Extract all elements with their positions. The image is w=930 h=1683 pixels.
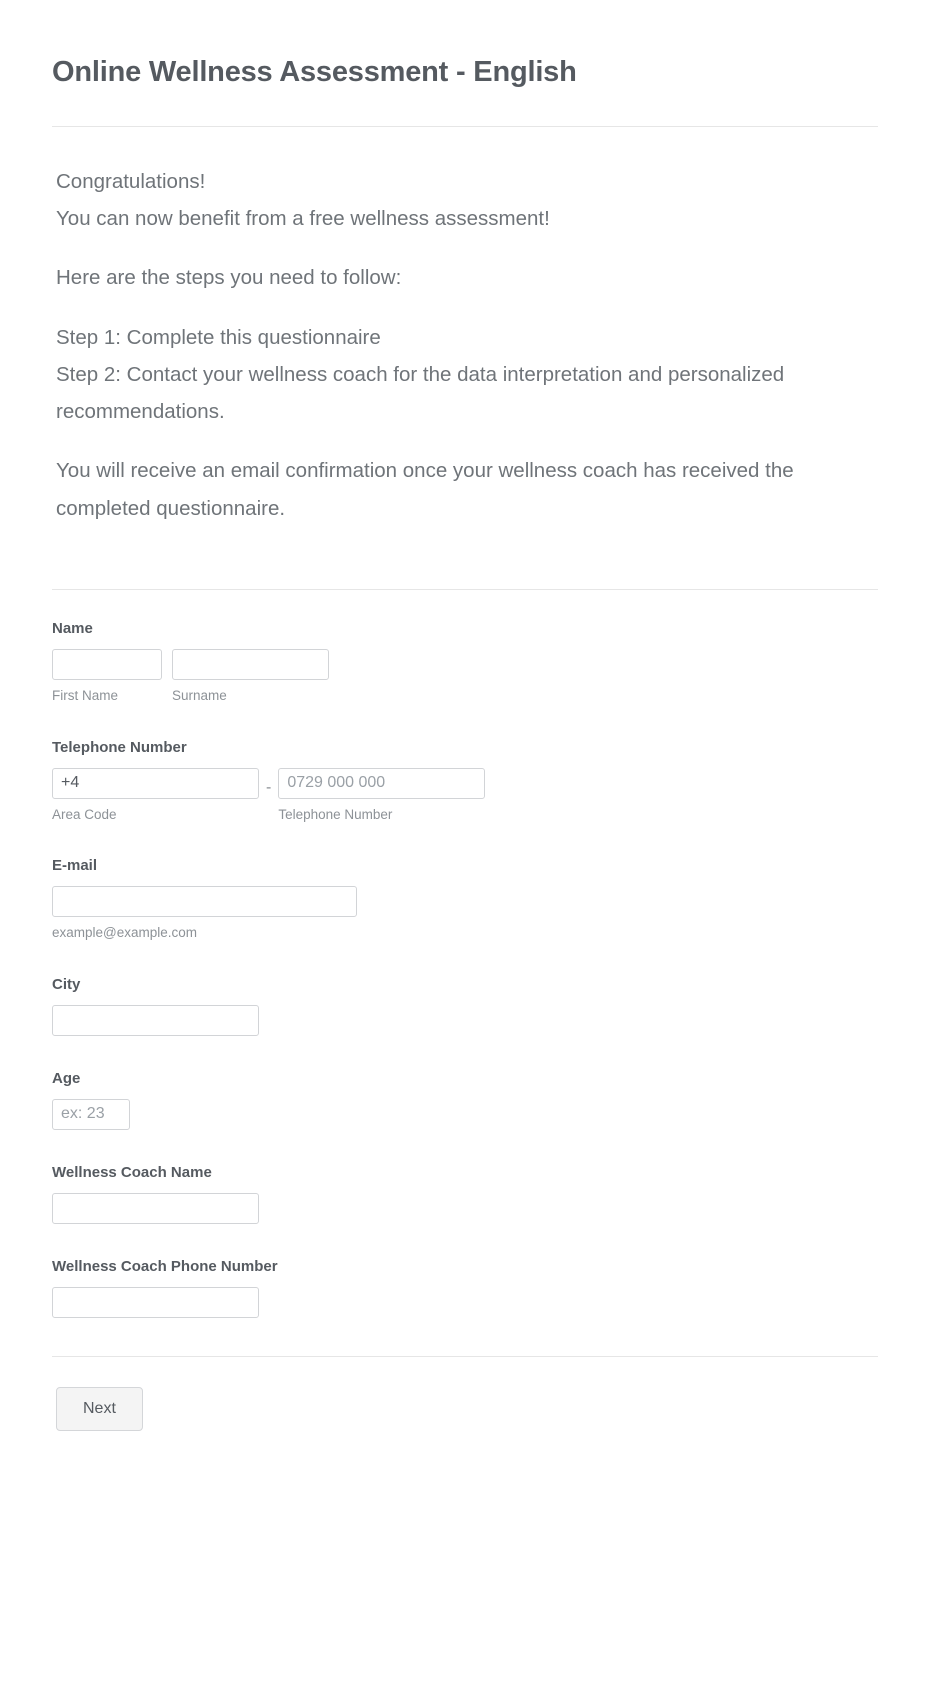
intro-step-2: Step 2: Contact your wellness coach for the data interpretation and personalized recommendations. xyxy=(56,362,785,424)
area-code-input[interactable] xyxy=(52,768,259,799)
intro-confirmation: You will receive an email confirmation once your wellness coach has received the completed questionnaire. xyxy=(56,459,794,520)
name-row xyxy=(52,649,878,705)
intro-congrats: Congratulations! xyxy=(56,169,206,193)
coach-phone-input[interactable] xyxy=(52,1287,259,1318)
surname-input[interactable] xyxy=(172,649,329,680)
name-label: Name xyxy=(52,620,93,638)
coach-name-label: Wellness Coach Name xyxy=(52,1163,212,1181)
area-code-group xyxy=(52,768,259,824)
telephone-row xyxy=(52,768,878,824)
email-label: E-mail xyxy=(52,857,98,875)
telephone-label: Telephone Number xyxy=(52,738,187,756)
email-input[interactable] xyxy=(52,886,357,917)
intro-steps-block xyxy=(56,319,874,431)
email-sublabel: example@example.com xyxy=(52,925,198,941)
age-input[interactable] xyxy=(52,1099,130,1130)
surname-group xyxy=(172,649,329,705)
age-label: Age xyxy=(52,1069,81,1087)
field-city xyxy=(52,976,878,1036)
intro-text xyxy=(52,127,878,527)
surname-sublabel: Surname xyxy=(172,688,227,704)
intro-benefit: You can now benefit from a free wellness assessment! xyxy=(56,206,550,230)
first-name-sublabel: First Name xyxy=(52,688,119,704)
phone-number-sublabel: Telephone Number xyxy=(278,806,393,822)
form-actions xyxy=(52,1357,878,1477)
city-label: City xyxy=(52,975,81,993)
field-coach-phone xyxy=(52,1258,878,1318)
phone-separator: - xyxy=(266,778,272,796)
field-email xyxy=(52,857,878,942)
field-name xyxy=(52,620,878,705)
phone-number-input[interactable] xyxy=(278,768,485,799)
next-button[interactable]: Next xyxy=(56,1387,143,1431)
first-name-input[interactable] xyxy=(52,649,162,680)
phone-number-group xyxy=(278,768,485,824)
email-group xyxy=(52,886,878,942)
intro-step-1: Step 1: Complete this questionnaire xyxy=(56,325,381,349)
field-telephone xyxy=(52,739,878,824)
first-name-group xyxy=(52,649,162,705)
intro-congrats-block xyxy=(56,163,874,238)
intro-steps-heading: Here are the steps you need to follow: xyxy=(56,266,402,290)
field-age xyxy=(52,1070,878,1130)
coach-name-input[interactable] xyxy=(52,1193,259,1224)
coach-phone-label: Wellness Coach Phone Number xyxy=(52,1257,278,1275)
field-coach-name xyxy=(52,1164,878,1224)
page-title: Online Wellness Assessment - English xyxy=(52,56,577,88)
area-code-sublabel: Area Code xyxy=(52,806,117,822)
city-input[interactable] xyxy=(52,1005,259,1036)
fields-section xyxy=(52,590,878,1318)
